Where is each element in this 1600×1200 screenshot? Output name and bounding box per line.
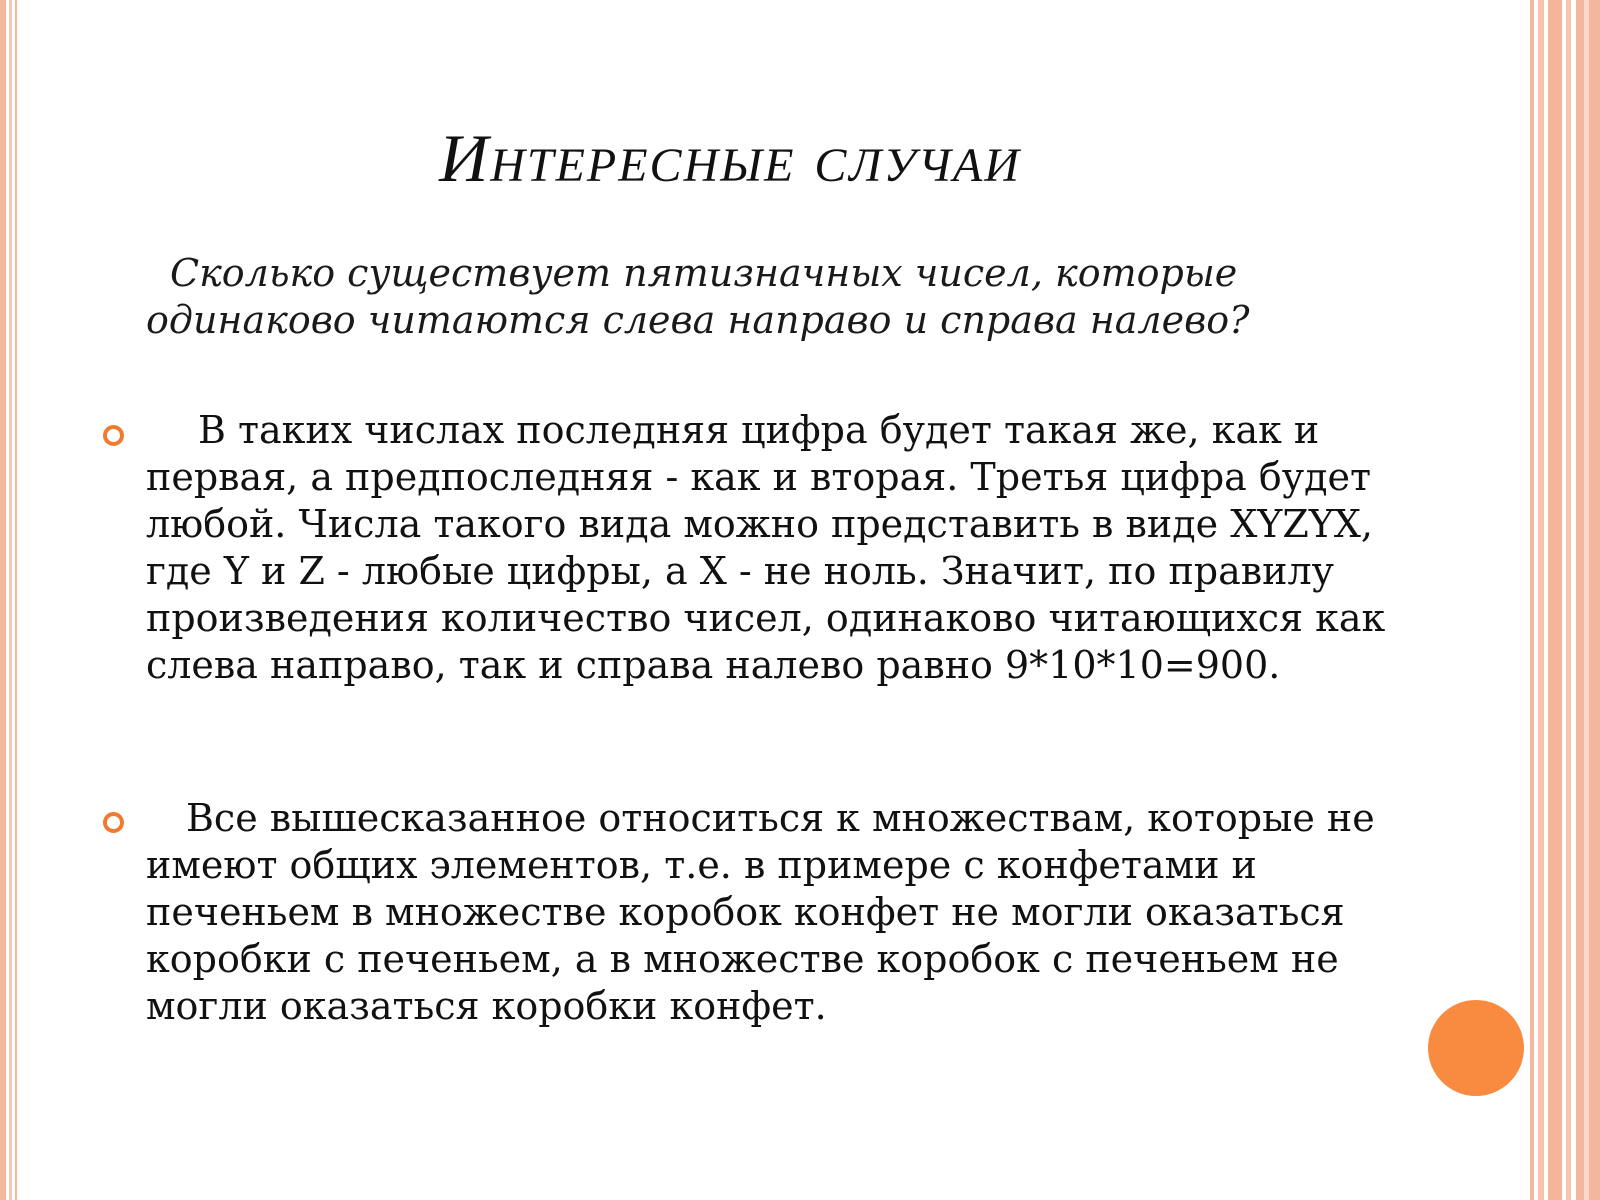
right-border-stripe bbox=[1584, 0, 1589, 1200]
bullet-ring-icon bbox=[103, 425, 124, 446]
bullet-paragraph-1: В таких числах последняя цифра будет такая же, как и первая, а предпоследняя - как и вторая. Третья цифра будет любой. Числа такого вида можно представить в виде XYZYX, где Y и Z - любые цифры, а X - не ноль. Значит, по правилу произведения количество чисел, одинаково читающихся как слева направо, так и справа налево равно 9*10*10=900. bbox=[146, 408, 1386, 687]
left-border-stripe bbox=[9, 0, 12, 1200]
right-border-stripe bbox=[1538, 0, 1544, 1200]
bullet-paragraph-2: Все вышесказанное относиться к множествам, которые не имеют общих элементов, т.е. в примере с конфетами и печеньем в множестве коробок конфет не могли оказаться коробки с печеньем, а в множестве коробок с печеньем не могли оказаться коробки конфет. bbox=[146, 796, 1375, 1028]
right-border-stripe bbox=[1530, 0, 1534, 1200]
decorative-circle bbox=[1428, 1000, 1524, 1096]
slide-title: Интересные случаи bbox=[439, 120, 1021, 196]
question-text: Сколько существует пятизначных чисел, которые одинаково читаются слева направо и справа налево? bbox=[146, 251, 1250, 342]
left-border-stripe bbox=[0, 0, 6, 1200]
bullet-ring-icon bbox=[103, 812, 124, 833]
right-border-stripe bbox=[1548, 0, 1562, 1200]
left-border-stripe bbox=[15, 0, 17, 1200]
right-border-stripe bbox=[1566, 0, 1571, 1200]
